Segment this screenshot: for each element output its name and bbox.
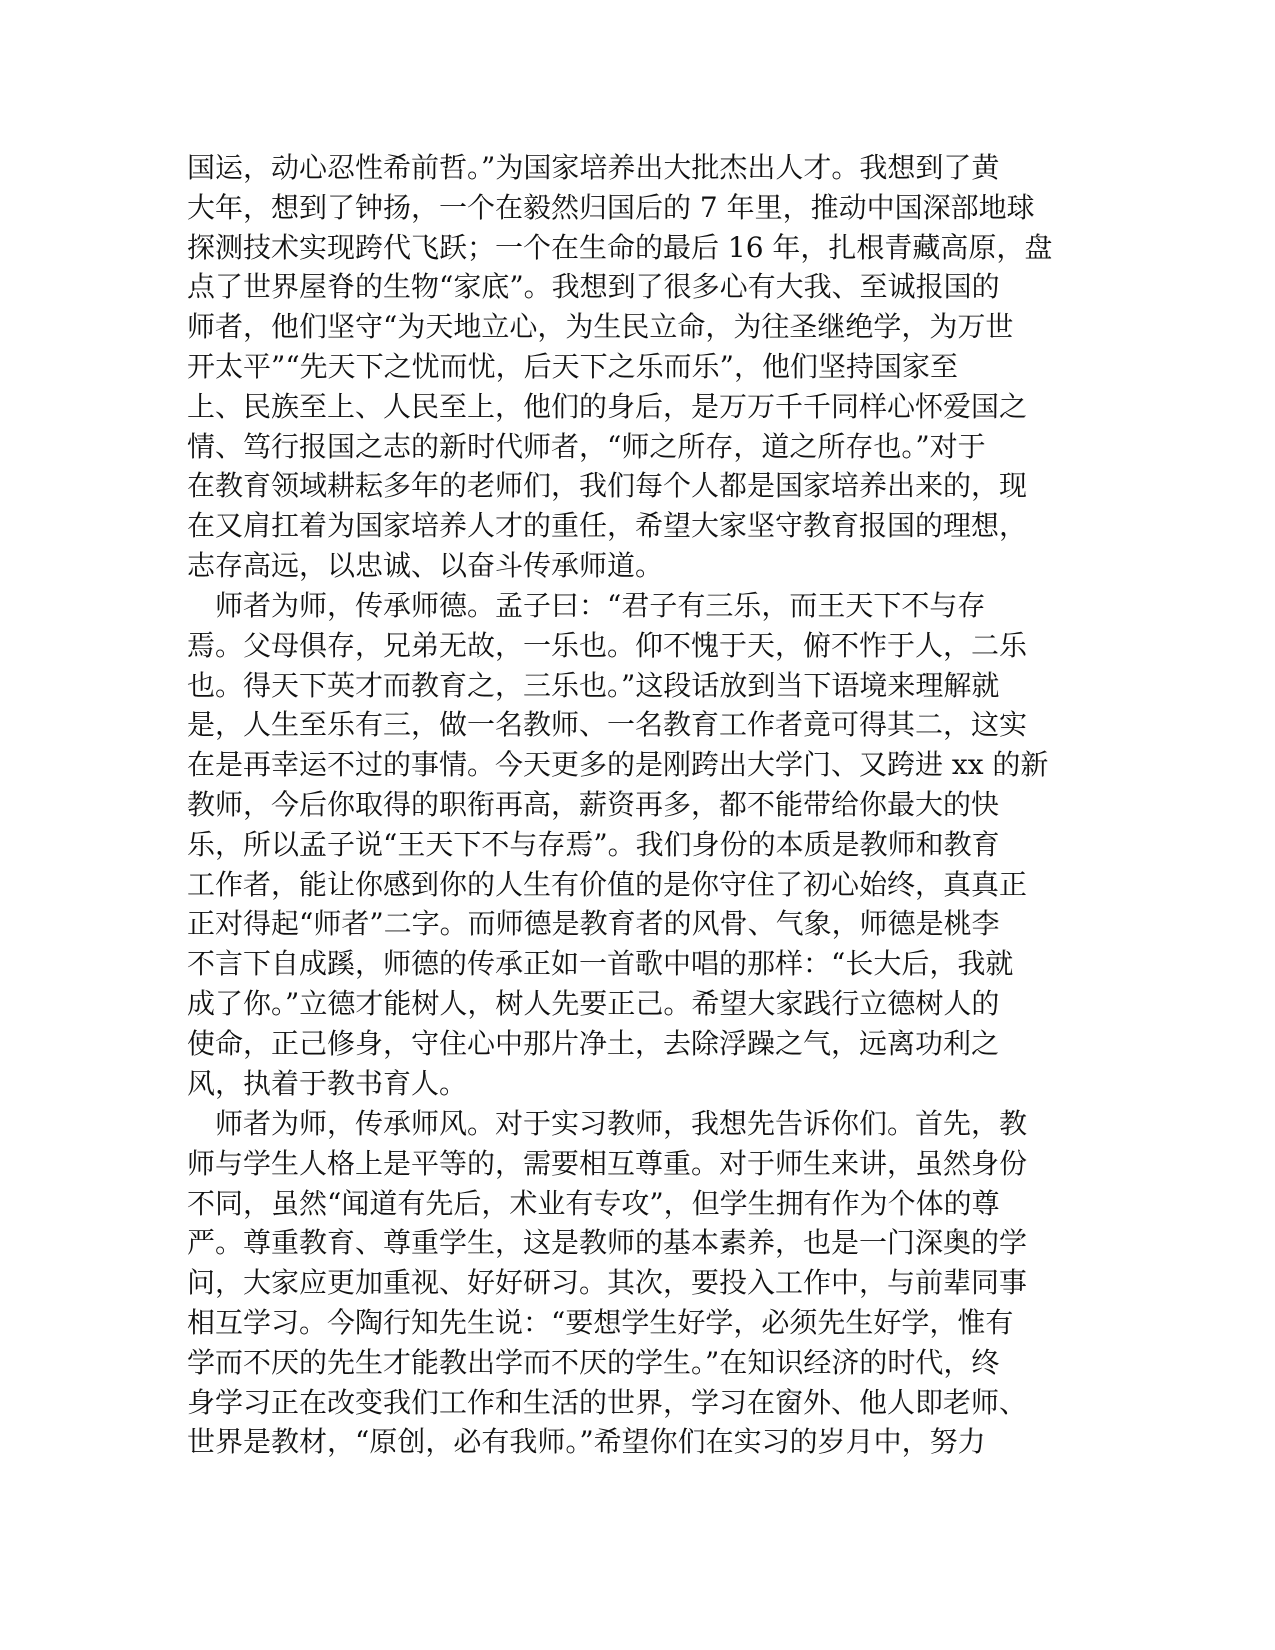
text-line: 工作者，能让你感到你的人生有价值的是你守住了初心始终，真真正 — [187, 867, 1028, 901]
text-line: 相互学习。今陶行知先生说：“要想学生好学，必须先生好学，惟有 — [187, 1305, 1014, 1339]
text-line: 开太平”“先天下之忧而忧，后天下之乐而乐”，他们坚持国家至 — [187, 349, 958, 383]
text-line: 不言下自成蹊，师德的传承正如一首歌中唱的那样：“长大后，我就 — [187, 947, 1014, 981]
paragraph-1 — [187, 148, 1087, 586]
text-line: 使命，正己修身，守住心中那片净土，去除浮躁之气，远离功利之 — [187, 1026, 1000, 1060]
text-line: 也。得天下英才而教育之，三乐也。”这段话放到当下语境来理解就 — [187, 668, 1000, 702]
text-line: 大年，想到了钟扬，一个在毅然归国后的 7 年里，推动中国深部地球 — [187, 190, 1035, 224]
text-line: 身学习正在改变我们工作和生活的世界，学习在窗外、他人即老师、 — [187, 1385, 1028, 1419]
text-line: 乐，所以孟子说“王天下不与存焉”。我们身份的本质是教师和教育 — [187, 827, 1000, 861]
text-line: 教师，今后你取得的职衔再高，薪资再多，都不能带给你最大的快 — [187, 787, 1000, 821]
text-line: 点了世界屋脊的生物“家底”。我想到了很多心有大我、至诚报国的 — [187, 270, 1000, 304]
text-line: 情、笃行报国之志的新时代师者，“师之所存，道之所存也。”对于 — [187, 429, 986, 463]
text-line: 在又肩扛着为国家培养人才的重任，希望大家坚守教育报国的理想， — [187, 509, 1028, 543]
text-line: 风，执着于教书育人。 — [187, 1066, 468, 1100]
text-line: 在教育领域耕耘多年的老师们，我们每个人都是国家培养出来的，现 — [187, 469, 1028, 503]
paragraph-3 — [187, 1104, 1087, 1462]
text-line: 焉。父母俱存，兄弟无故，一乐也。仰不愧于天，俯不怍于人，二乐 — [187, 628, 1028, 662]
text-line: 志存高远，以忠诚、以奋斗传承师道。 — [187, 548, 664, 582]
text-line: 国运，动心忍性希前哲。”为国家培养出大批杰出人才。我想到了黄 — [187, 151, 1000, 184]
text-line: 在是再幸运不过的事情。今天更多的是刚跨出大学门、又跨进 xx 的新 — [187, 748, 1049, 782]
text-line: 师者，他们坚守“为天地立心，为生民立命，为往圣继绝学，为万世 — [187, 310, 1014, 344]
text-line: 上、民族至上、人民至上，他们的身后，是万万千千同样心怀爱国之 — [187, 389, 1028, 423]
text-line: 世界是教材，“原创，必有我师。”希望你们在实习的岁月中，努力 — [187, 1425, 986, 1459]
text-line: 师者为师，传承师德。孟子曰：“君子有三乐，而王天下不与存 — [187, 589, 986, 622]
text-line: 学而不厌的先生才能教出学而不厌的学生。”在知识经济的时代，终 — [187, 1345, 1000, 1379]
text-line: 是，人生至乐有三，做一名教师、一名教育工作者竟可得其二，这实 — [187, 708, 1028, 742]
text-line: 师者为师，传承师风。对于实习教师，我想先告诉你们。首先，教 — [187, 1107, 1028, 1140]
paragraph-2 — [187, 586, 1087, 1103]
text-line: 师与学生人格上是平等的，需要相互尊重。对于师生来讲，虽然身份 — [187, 1146, 1028, 1180]
text-line: 问，大家应更加重视、好好研习。其次，要投入工作中，与前辈同事 — [187, 1266, 1028, 1300]
text-line: 成了你。”立德才能树人，树人先要正己。希望大家践行立德树人的 — [187, 986, 1000, 1020]
text-line: 探测技术实现跨代飞跃；一个在生命的最后 16 年，扎根青藏高原，盘 — [187, 230, 1053, 264]
text-line: 正对得起“师者”二字。而师德是教育者的风骨、气象，师德是桃李 — [187, 907, 1000, 941]
text-line: 不同，虽然“闻道有先后，术业有专攻”，但学生拥有作为个体的尊 — [187, 1186, 1000, 1220]
text-line: 严。尊重教育、尊重学生，这是教师的基本素养，也是一门深奥的学 — [187, 1226, 1028, 1260]
